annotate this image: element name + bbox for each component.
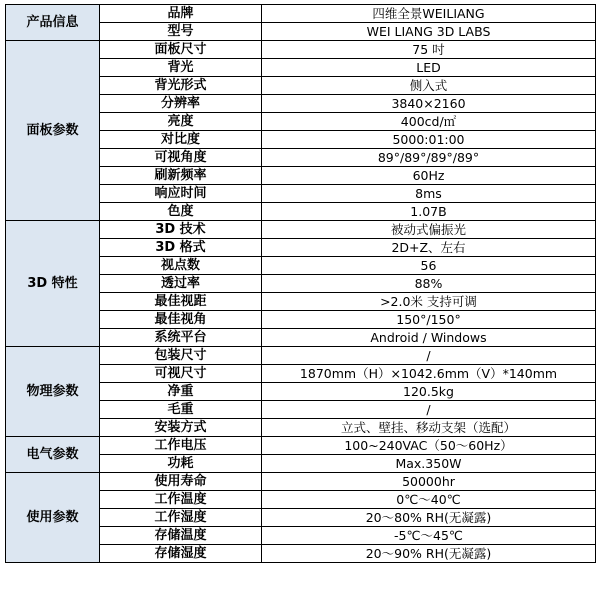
param-value: 20～80% RH(无凝露)	[262, 509, 596, 527]
param-name: 净重	[100, 383, 262, 401]
param-value: 8ms	[262, 185, 596, 203]
param-name: 可视尺寸	[100, 365, 262, 383]
category-label: 物理参数	[6, 347, 100, 437]
param-name: 包装尺寸	[100, 347, 262, 365]
param-name: 存储湿度	[100, 545, 262, 563]
param-value: 2D+Z、左右	[262, 239, 596, 257]
spec-row	[6, 5, 596, 23]
param-value: 四维全景WEILIANG	[262, 5, 596, 23]
param-value: 150°/150°	[262, 311, 596, 329]
param-value: /	[262, 347, 596, 365]
param-name: 透过率	[100, 275, 262, 293]
param-value: 立式、壁挂、移动支架（选配）	[262, 419, 596, 437]
param-value: 20～90% RH(无凝露)	[262, 545, 596, 563]
param-name: 使用寿命	[100, 473, 262, 491]
param-name: 响应时间	[100, 185, 262, 203]
spec-table-body	[6, 5, 596, 563]
param-value: /	[262, 401, 596, 419]
param-value: 侧入式	[262, 77, 596, 95]
spec-row	[6, 437, 596, 455]
spec-row	[6, 41, 596, 59]
param-name: 最佳视角	[100, 311, 262, 329]
param-name: 型号	[100, 23, 262, 41]
param-name: 背光形式	[100, 77, 262, 95]
category-label: 面板参数	[6, 41, 100, 221]
param-value: >2.0米 支持可调	[262, 293, 596, 311]
param-name: 色度	[100, 203, 262, 221]
param-value: 50000hr	[262, 473, 596, 491]
category-label: 产品信息	[6, 5, 100, 41]
param-name: 安装方式	[100, 419, 262, 437]
param-value: 75 吋	[262, 41, 596, 59]
param-value: 89°/89°/89°/89°	[262, 149, 596, 167]
param-name: 最佳视距	[100, 293, 262, 311]
param-name: 面板尺寸	[100, 41, 262, 59]
param-name: 对比度	[100, 131, 262, 149]
param-name: 3D 格式	[100, 239, 262, 257]
param-name: 工作电压	[100, 437, 262, 455]
category-label: 3D 特性	[6, 221, 100, 347]
param-name: 系统平台	[100, 329, 262, 347]
param-value: -5℃～45℃	[262, 527, 596, 545]
param-name: 工作湿度	[100, 509, 262, 527]
param-value: 88%	[262, 275, 596, 293]
param-name: 背光	[100, 59, 262, 77]
param-name: 亮度	[100, 113, 262, 131]
spec-row	[6, 473, 596, 491]
param-value: 100~240VAC（50～60Hz）	[262, 437, 596, 455]
param-value: Android / Windows	[262, 329, 596, 347]
spec-row	[6, 347, 596, 365]
param-value: 0℃～40℃	[262, 491, 596, 509]
param-name: 品牌	[100, 5, 262, 23]
param-value: 1870mm（H）×1042.6mm（V）*140mm	[262, 365, 596, 383]
param-value: 120.5kg	[262, 383, 596, 401]
param-value: 被动式偏振光	[262, 221, 596, 239]
category-label: 电气参数	[6, 437, 100, 473]
param-name: 可视角度	[100, 149, 262, 167]
param-value: WEI LIANG 3D LABS	[262, 23, 596, 41]
param-name: 存储温度	[100, 527, 262, 545]
param-name: 分辨率	[100, 95, 262, 113]
param-value: 56	[262, 257, 596, 275]
param-value: 1.07B	[262, 203, 596, 221]
param-value: LED	[262, 59, 596, 77]
param-value: 5000:01:00	[262, 131, 596, 149]
param-name: 工作温度	[100, 491, 262, 509]
spec-table	[5, 4, 596, 563]
param-value: 60Hz	[262, 167, 596, 185]
param-name: 3D 技术	[100, 221, 262, 239]
param-name: 刷新频率	[100, 167, 262, 185]
param-name: 功耗	[100, 455, 262, 473]
spec-row	[6, 221, 596, 239]
param-value: 3840×2160	[262, 95, 596, 113]
param-value: 400cd/㎡	[262, 113, 596, 131]
param-name: 毛重	[100, 401, 262, 419]
category-label: 使用参数	[6, 473, 100, 563]
param-value: Max.350W	[262, 455, 596, 473]
param-name: 视点数	[100, 257, 262, 275]
